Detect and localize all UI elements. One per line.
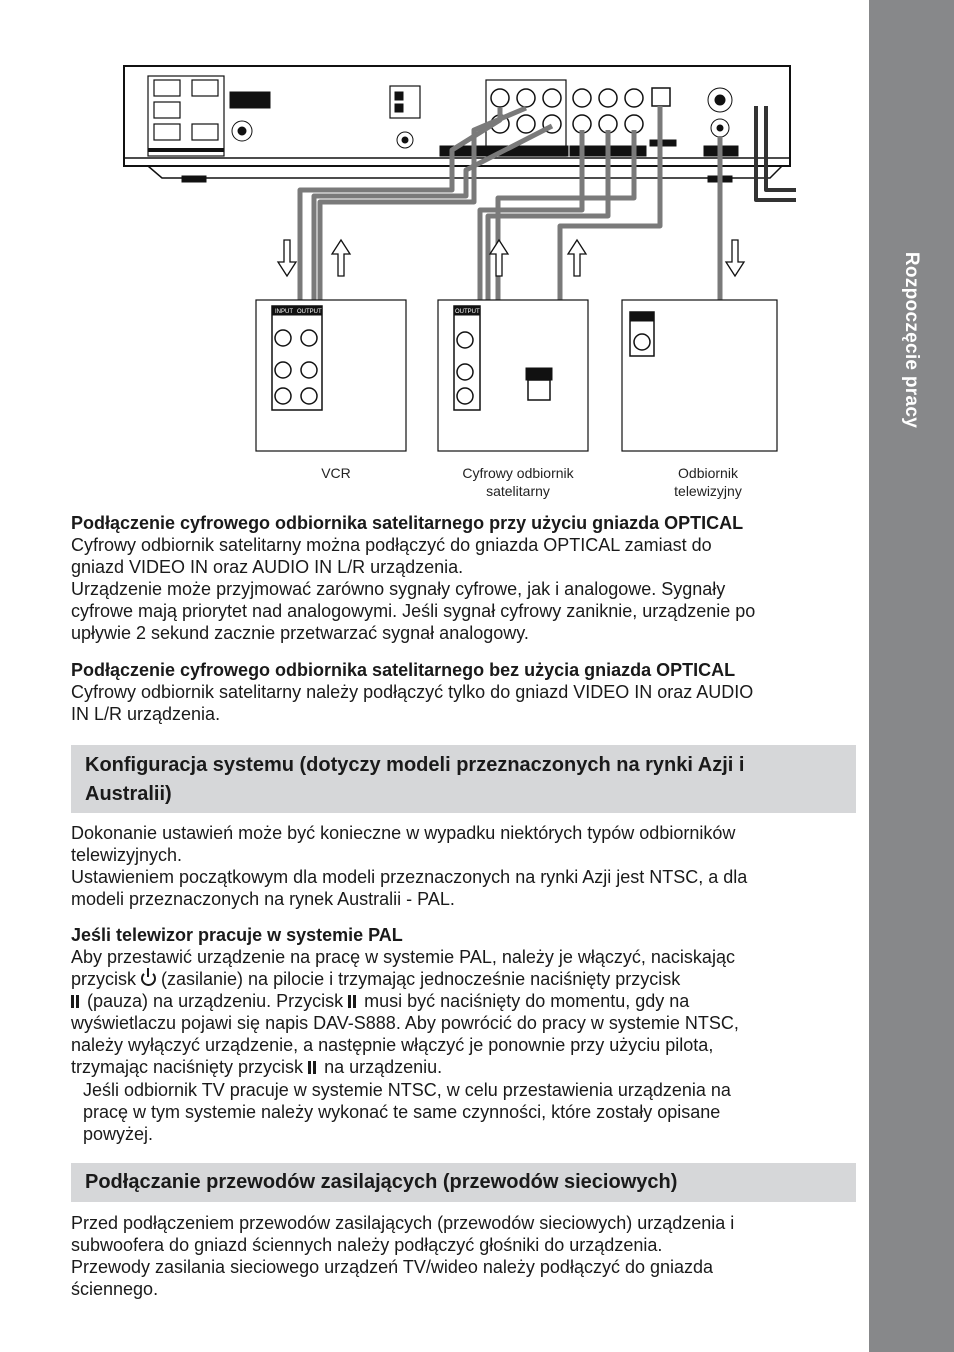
paragraph-line: należy wyłączyć urządzenie, a następnie włączyć je ponownie przy użyciu pilota, — [71, 1035, 714, 1055]
paragraph-line: upływie 2 sekund zacznie przetwarzać sygnał analogowy. — [71, 623, 529, 643]
paragraph-line: przycisk (zasilanie) na pilocie i trzymając jednocześnie naciśnięty przycisk — [71, 969, 681, 989]
tv-label: Odbiornik telewizyjny — [674, 465, 742, 499]
paragraph-line: Przed podłączeniem przewodów zasilających (przewodów sieciowych) urządzenia i — [71, 1213, 735, 1233]
bar-title: Podłączanie przewodów zasilających (przewodów sieciowych) — [85, 1171, 678, 1193]
section-pal — [71, 924, 857, 1145]
note-line: Jeśli odbiornik TV pracuje w systemie NTSC, w celu przestawienia urządzenia na — [83, 1080, 731, 1100]
pause-icon — [348, 995, 356, 1008]
satellite-box — [438, 300, 588, 451]
section-bar-power-cords — [71, 1163, 856, 1202]
section-heading: Podłączenie cyfrowego odbiornika satelitarnego przy użyciu gniazda OPTICAL — [71, 513, 744, 533]
side-tab-label: Rozpoczęcie pracy — [901, 251, 922, 429]
vcr-box — [256, 300, 406, 451]
paragraph-line: trzymając naciśnięty przycisk na urządzeniu. — [71, 1057, 443, 1077]
paragraph-line: Przewody zasilania sieciowego urządzeń TV/wideo należy podłączyć do gniazda — [71, 1257, 714, 1277]
section-no-optical — [71, 659, 857, 725]
main-unit — [124, 66, 790, 182]
bar-title-line: Australii) — [85, 783, 172, 805]
section-heading: Jeśli telewizor pracuje w systemie PAL — [71, 925, 403, 945]
section-bar-system-config — [71, 745, 856, 813]
paragraph-line: cyfrowe mają priorytet nad analogowymi. Jeśli sygnał cyfrowy zaniknie, urządzenie po — [71, 601, 756, 621]
paragraph-line: Cyfrowy odbiornik satelitarny można podłączyć do gniazda OPTICAL zamiast do — [71, 535, 712, 555]
section-optical — [71, 512, 857, 644]
pause-icon — [71, 995, 79, 1008]
signal-arrows — [278, 240, 744, 276]
paragraph-line: Aby przestawić urządzenie na pracę w systemie PAL, należy je włączyć, naciskając — [71, 947, 735, 967]
vcr-label: VCR — [321, 465, 351, 481]
paragraph-line: subwoofera do gniazd ściennych należy podłączyć głośniki do urządzenia. — [71, 1235, 663, 1255]
paragraph-line: Urządzenie może przyjmować zarówno sygnały cyfrowe, jak i analogowe. Sygnały — [71, 579, 726, 599]
paragraph-line: Cyfrowy odbiornik satelitarny należy podłączyć tylko do gniazd VIDEO IN oraz AUDIO — [71, 682, 754, 702]
vcr-output-label: OUTPUT — [297, 309, 322, 315]
section-power-cords — [71, 1212, 857, 1300]
paragraph-line: Dokonanie ustawień może być konieczne w wypadku niektórych typów odbiorników — [71, 823, 736, 843]
bar-title-line: Konfiguracja systemu (dotyczy modeli przeznaczonych na rynki Azji i — [85, 754, 745, 776]
side-tab — [869, 0, 954, 1352]
note-line: powyżej. — [83, 1124, 154, 1144]
speaker-terminals — [148, 76, 224, 156]
power-icon — [141, 971, 156, 986]
vcr-input-label: INPUT — [275, 309, 293, 315]
note-line: pracę w tym systemie należy wykonać te same czynności, które zostały opisane — [83, 1102, 721, 1122]
paragraph-line: modeli przeznaczonych na rynek Australii - PAL. — [71, 889, 455, 909]
pause-icon — [308, 1061, 316, 1074]
section-system-config — [71, 822, 857, 910]
note — [71, 1079, 857, 1145]
sat-output-label: OUTPUT — [455, 309, 480, 315]
paragraph-line: telewizyjnych. — [71, 845, 183, 865]
section-heading: Podłączenie cyfrowego odbiornika satelitarnego bez użycia gniazda OPTICAL — [71, 660, 736, 680]
paragraph-line: wyświetlaczu pojawi się napis DAV-S888. Aby powrócić do pracy w systemie NTSC, — [71, 1013, 739, 1033]
paragraph-line: Ustawieniem początkowym dla modeli przeznaczonych na rynki Azji jest NTSC, a dla — [71, 867, 748, 887]
paragraph-line: IN L/R urządzenia. — [71, 704, 221, 724]
tv-box — [622, 300, 777, 451]
paragraph-line: (pauza) na urządzeniu. Przycisk musi być naciśnięty do momentu, gdy na — [71, 990, 857, 1012]
connection-diagram — [0, 0, 860, 510]
satellite-label: Cyfrowy odbiornik satelitarny — [462, 465, 574, 499]
paragraph-line: gniazd VIDEO IN oraz AUDIO IN L/R urządzenia. — [71, 557, 464, 577]
paragraph-line: ściennego. — [71, 1279, 159, 1299]
